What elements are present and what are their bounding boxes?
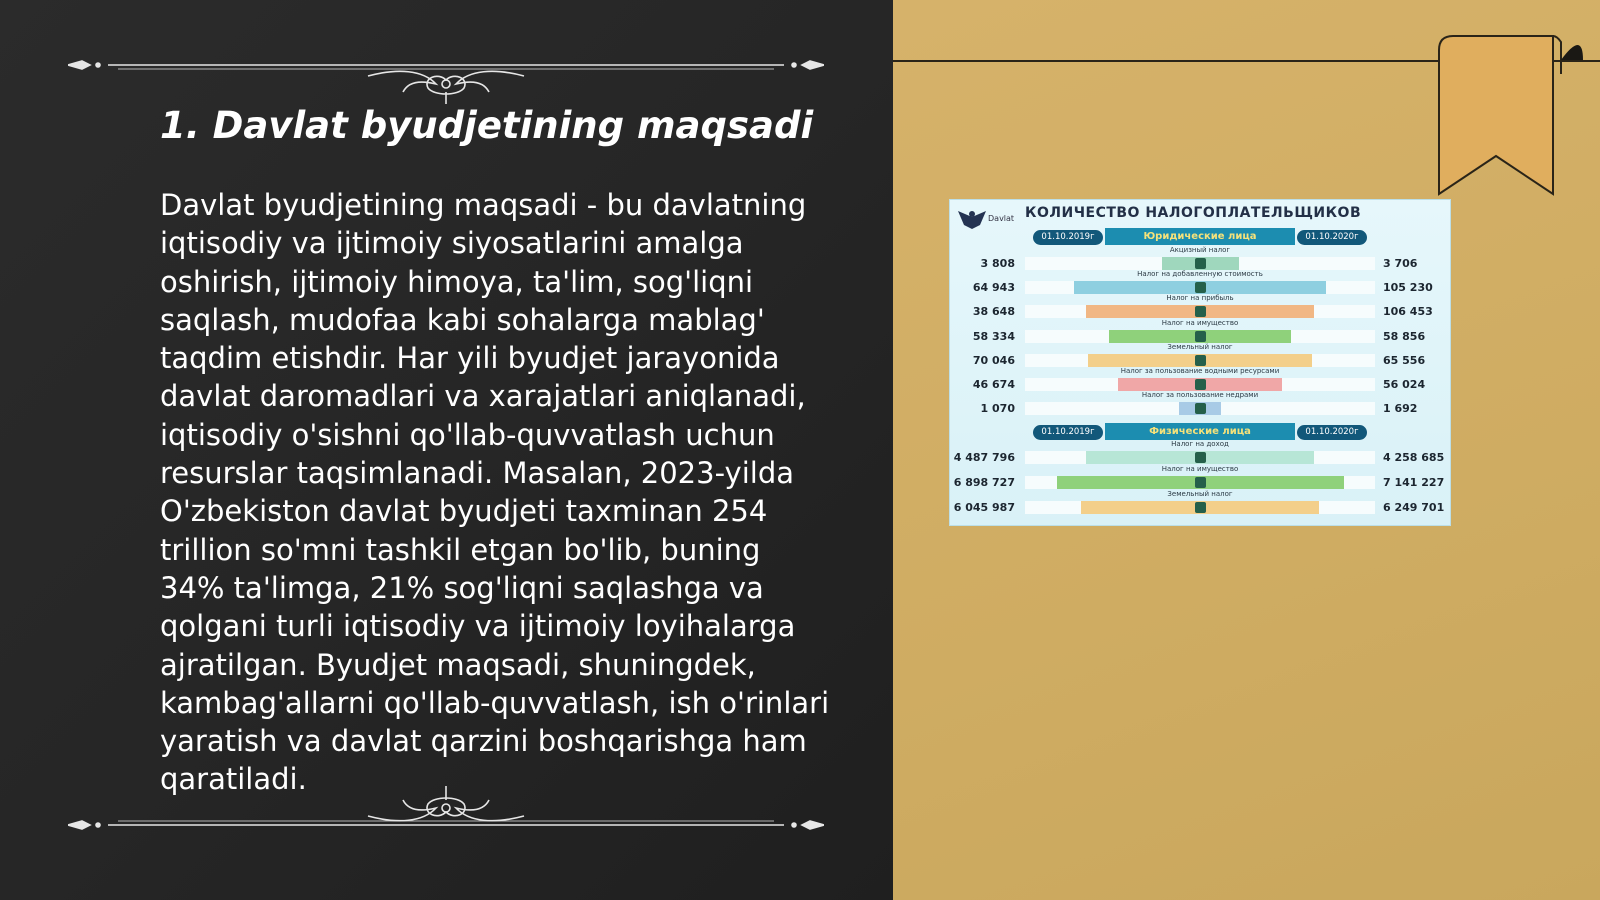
tax-row-icon	[1195, 355, 1206, 366]
value-2019: 46 674	[972, 378, 1015, 391]
tax-row-icon	[1195, 258, 1206, 269]
value-2020: 4 258 685	[1383, 451, 1445, 464]
date-left-pill: 01.10.2019г	[1033, 425, 1103, 440]
tax-row-label: Акцизный налог	[1169, 246, 1231, 254]
date-right-pill: 01.10.2020г	[1297, 230, 1367, 245]
infographic-title: КОЛИЧЕСТВО НАЛОГОПЛАТЕЛЬЩИКОВ	[1025, 205, 1362, 221]
value-2019: 6 898 727	[953, 476, 1015, 489]
tax-row	[950, 272, 1450, 296]
value-2020: 6 249 701	[1383, 501, 1445, 514]
bookmark-ribbon-icon	[1433, 34, 1583, 204]
tax-row	[950, 467, 1450, 491]
tax-row-icon	[1195, 282, 1206, 293]
bottom-ornament	[68, 780, 824, 840]
tax-row-icon	[1195, 452, 1206, 463]
value-2020: 7 141 227	[1383, 476, 1445, 489]
tax-row-label: Налог за пользование водными ресурсами	[1120, 367, 1280, 375]
top-ornament	[68, 44, 824, 104]
value-2020: 105 230	[1383, 281, 1433, 295]
tax-row-icon	[1195, 379, 1206, 390]
tax-row	[950, 393, 1450, 417]
tax-row	[950, 342, 1450, 369]
tax-row-label: Налог на добавленную стоимость	[1137, 270, 1263, 279]
slide-body-text: Davlat byudjetining maqsadi - bu davlatning iqtisodiy va ijtimoiy siyosatlarini amalga oshirish, ijtimoiy himoya, ta'lim, sog'liqni saqlash, mudofaa kabi sohalarga mablag' taqdim etishdir. Har yili byudjet jarayonida davlat daromadlari va xarajatlari aniqlanadi, iqtisodiy o'sishni qo'llab-quvvatlash uchun resurslar taqsimlanadi. Masalan, 2023-yilda O'zbekiston davlat byudjeti taxminan 254 trillion so'mni tashkil etgan bo'lib, buning 34% ta'limga, 21% sog'liqni saqlashga va qolgani turli iqtisodiy va ijtimoiy loyihalarga ajratilgan. Byudjet maqsadi, shuningdek, kambag'allarni qo'llab-quvvatlash, ish o'rinlari yaratish va davlat qarzini boshqarishga ham qaratiladi.	[160, 188, 830, 797]
tax-row-label: Налог на имущество	[1161, 465, 1239, 473]
value-2020: 58 856	[1383, 329, 1426, 343]
tax-row-label: Земельный налог	[1167, 342, 1233, 351]
tax-row	[950, 318, 1450, 345]
value-2019: 58 334	[972, 329, 1015, 343]
value-2019: 3 808	[980, 257, 1015, 270]
value-2019: 38 648	[972, 305, 1015, 319]
value-2020: 1 692	[1383, 402, 1418, 416]
value-2020: 106 453	[1383, 305, 1433, 319]
date-left-pill: 01.10.2019г	[1033, 230, 1103, 245]
tax-row-label: Земельный налог	[1167, 490, 1233, 498]
section-label: Юридические лица	[1105, 228, 1295, 245]
tax-row	[950, 248, 1450, 272]
value-2020: 65 556	[1383, 353, 1426, 367]
tax-row-label: Налог на прибыль	[1166, 294, 1234, 303]
value-2019: 70 046	[972, 353, 1015, 367]
tax-row	[950, 442, 1450, 466]
section-header	[1035, 423, 1365, 440]
tax-row-icon	[1195, 306, 1206, 317]
eagle-logo-icon	[956, 205, 990, 231]
date-right-pill: 01.10.2020г	[1297, 425, 1367, 440]
value-2020: 3 706	[1383, 257, 1418, 270]
tax-row-icon	[1195, 403, 1206, 414]
tax-row-label: Налог на имущество	[1161, 318, 1239, 327]
tax-row-icon	[1195, 331, 1206, 342]
tax-row-icon	[1195, 477, 1206, 488]
section-header	[1035, 228, 1365, 245]
slide-title: 1. Davlat byudjetining maqsadi	[160, 104, 814, 147]
tax-row	[950, 492, 1450, 516]
section-label: Физические лица	[1105, 423, 1295, 440]
value-2019: 1 070	[980, 402, 1015, 416]
tax-row	[950, 296, 1450, 320]
tax-row	[950, 369, 1450, 393]
tax-row-label: Налог за пользование недрами	[1141, 391, 1259, 400]
value-2019: 4 487 796	[953, 451, 1015, 464]
tax-row-icon	[1195, 502, 1206, 513]
taxpayers-infographic	[950, 200, 1450, 525]
logo-text: Davlat	[988, 214, 1015, 223]
value-2019: 6 045 987	[953, 501, 1015, 514]
value-2019: 64 943	[972, 281, 1015, 295]
tax-row-label: Налог на доход	[1171, 440, 1229, 448]
value-2020: 56 024	[1383, 378, 1426, 391]
